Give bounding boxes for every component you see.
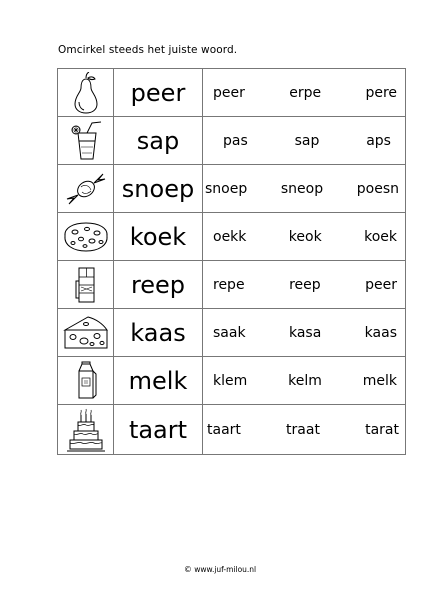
picture-cell [58, 261, 114, 309]
table-row [58, 165, 406, 213]
picture-cell [58, 309, 114, 357]
cookie-icon [61, 220, 111, 254]
picture-cell [58, 165, 114, 213]
options-cell [203, 213, 406, 261]
option-word[interactable]: kaas [364, 324, 397, 341]
target-word: taart [114, 405, 203, 455]
option-word[interactable]: pere [365, 84, 397, 101]
picture-cell [58, 213, 114, 261]
target-word: peer [114, 69, 203, 117]
options-cell [203, 405, 406, 455]
table-row [58, 357, 406, 405]
option-word[interactable]: aps [366, 132, 391, 149]
option-word[interactable]: erpe [289, 84, 322, 101]
footer [0, 565, 440, 574]
option-word[interactable]: traat [286, 421, 320, 438]
table-row [58, 261, 406, 309]
cake-icon [66, 408, 106, 452]
option-word[interactable]: peer [213, 84, 245, 101]
option-word[interactable]: sneop [280, 180, 324, 197]
options-cell [203, 117, 406, 165]
option-word[interactable]: oekk [213, 228, 247, 245]
options-cell [203, 357, 406, 405]
target-word: reep [114, 261, 203, 309]
option-word[interactable]: poesn [356, 180, 399, 197]
worksheet-table [57, 68, 406, 455]
option-word[interactable]: repe [213, 276, 245, 293]
option-word[interactable]: keok [288, 228, 322, 245]
options-cell [203, 69, 406, 117]
option-word[interactable]: kelm [288, 372, 322, 389]
options-cell [203, 261, 406, 309]
target-word: snoep [114, 165, 203, 213]
option-word[interactable]: peer [365, 276, 397, 293]
target-word: melk [114, 357, 203, 405]
options-cell [203, 309, 406, 357]
cheese-icon [62, 314, 110, 352]
chocolate-bar-icon [73, 265, 99, 305]
picture-cell [58, 117, 114, 165]
table-row [58, 213, 406, 261]
target-word: koek [114, 213, 203, 261]
target-word: kaas [114, 309, 203, 357]
candy-icon [65, 171, 107, 207]
table-row [58, 69, 406, 117]
option-word[interactable]: tarat [365, 421, 399, 438]
option-word[interactable]: pas [223, 132, 248, 149]
option-word[interactable]: taart [207, 421, 241, 438]
option-word[interactable]: snoep [205, 180, 248, 197]
copyright-symbol: © [183, 565, 192, 574]
option-word[interactable]: reep [289, 276, 321, 293]
footer-site[interactable]: www.juf-milou.nl [194, 565, 257, 574]
option-word[interactable]: klem [213, 372, 248, 389]
table-row [58, 405, 406, 455]
instruction-text: Omcirkel steeds het juiste woord. [58, 44, 238, 56]
option-word[interactable]: sap [294, 132, 320, 149]
option-word[interactable]: kasa [288, 324, 322, 341]
table-row [58, 117, 406, 165]
option-word[interactable]: saak [213, 324, 246, 341]
picture-cell [58, 357, 114, 405]
milk-carton-icon [73, 361, 99, 401]
option-word[interactable]: koek [364, 228, 397, 245]
juice-glass-icon [68, 121, 104, 161]
table-row [58, 309, 406, 357]
option-word[interactable]: melk [362, 372, 397, 389]
picture-cell [58, 405, 114, 455]
picture-cell [58, 69, 114, 117]
target-word: sap [114, 117, 203, 165]
pear-icon [70, 72, 102, 114]
options-cell [203, 165, 406, 213]
